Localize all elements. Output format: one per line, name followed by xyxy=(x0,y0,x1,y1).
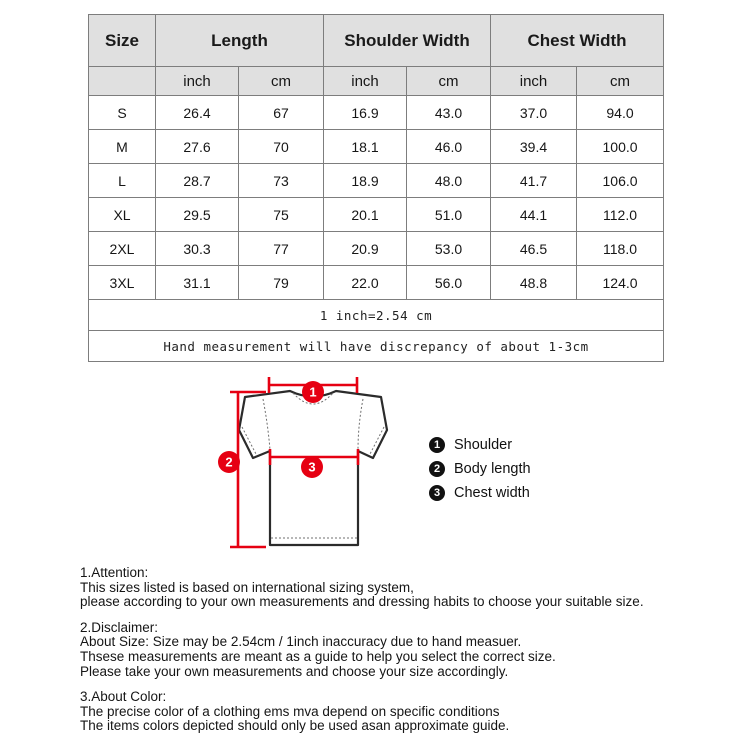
chest-inch: 39.4 xyxy=(491,130,577,164)
table-header-row xyxy=(89,15,664,67)
about-color-line: The precise color of a clothing ems mva depend on specific conditions xyxy=(80,703,500,719)
shoulder-inch: 18.9 xyxy=(324,164,407,198)
legend-label: Body length xyxy=(454,461,531,477)
units-empty-cell xyxy=(89,67,156,96)
size-label: S xyxy=(89,96,156,130)
length-cm: 73 xyxy=(239,164,324,198)
shoulder-cm: 46.0 xyxy=(407,130,491,164)
table-note-discrepancy-row xyxy=(89,331,664,362)
size-table xyxy=(88,14,664,362)
size-label: XL xyxy=(89,198,156,232)
disclaimer-line: Thsese measurements are meant as a guide to help you select the correct size. xyxy=(80,648,556,664)
legend-badge-2-icon: 2 xyxy=(429,461,445,477)
table-row-3xl xyxy=(89,266,664,300)
unit-inch: inch xyxy=(156,67,239,96)
unit-inch: inch xyxy=(324,67,407,96)
table-row-xl xyxy=(89,198,664,232)
legend-badge-1-icon: 1 xyxy=(429,437,445,453)
shoulder-cm: 53.0 xyxy=(407,232,491,266)
chest-inch: 41.7 xyxy=(491,164,577,198)
length-cm: 70 xyxy=(239,130,324,164)
shoulder-cm: 43.0 xyxy=(407,96,491,130)
legend-badge-3-icon: 3 xyxy=(429,485,445,501)
note-hand-measurement: Hand measurement will have discrepancy of about 1-3cm xyxy=(89,331,664,362)
measure-badge-1 xyxy=(302,381,324,403)
disclaimer-title: 2.Disclaimer: xyxy=(80,619,159,635)
header-size: Size xyxy=(89,15,156,67)
measurement-legend xyxy=(429,433,531,505)
table-row-2xl xyxy=(89,232,664,266)
legend-item-body-length xyxy=(429,457,531,481)
length-inch: 29.5 xyxy=(156,198,239,232)
legend-item-shoulder xyxy=(429,433,531,457)
about-color-line: The items colors depicted should only be used asan approximate guide. xyxy=(80,718,510,734)
table-row-l xyxy=(89,164,664,198)
chest-cm: 112.0 xyxy=(577,198,664,232)
shoulder-inch: 20.9 xyxy=(324,232,407,266)
size-label: 3XL xyxy=(89,266,156,300)
chest-cm: 106.0 xyxy=(577,164,664,198)
shoulder-cm: 51.0 xyxy=(407,198,491,232)
unit-cm: cm xyxy=(577,67,664,96)
svg-text:1: 1 xyxy=(309,384,317,400)
shoulder-inch: 18.1 xyxy=(324,130,407,164)
legend-label: Chest width xyxy=(454,485,530,501)
svg-text:3: 3 xyxy=(308,459,316,475)
header-length: Length xyxy=(156,15,324,67)
table-row-m xyxy=(89,130,664,164)
length-inch: 26.4 xyxy=(156,96,239,130)
table-units-row xyxy=(89,67,664,96)
length-inch: 30.3 xyxy=(156,232,239,266)
shoulder-inch: 16.9 xyxy=(324,96,407,130)
attention-line: This sizes listed is based on international sizing system, xyxy=(80,579,414,595)
header-chest-width: Chest Width xyxy=(491,15,664,67)
shoulder-inch: 22.0 xyxy=(324,266,407,300)
unit-cm: cm xyxy=(407,67,491,96)
attention-section xyxy=(80,566,700,610)
shoulder-inch: 20.1 xyxy=(324,198,407,232)
chest-inch: 44.1 xyxy=(491,198,577,232)
about-color-title: 3.About Color: xyxy=(80,689,167,705)
disclaimer-section xyxy=(80,621,700,679)
legend-label: Shoulder xyxy=(454,437,513,453)
length-cm: 67 xyxy=(239,96,324,130)
unit-inch: inch xyxy=(491,67,577,96)
disclaimer-line: Please take your own measurements and choose your size accordingly. xyxy=(80,663,509,679)
size-label: M xyxy=(89,130,156,164)
measure-badge-2 xyxy=(218,451,240,473)
chest-cm: 100.0 xyxy=(577,130,664,164)
chest-inch: 37.0 xyxy=(491,96,577,130)
legend-item-chest-width xyxy=(429,481,531,505)
length-inch: 31.1 xyxy=(156,266,239,300)
attention-title: 1.Attention: xyxy=(80,565,149,580)
length-cm: 75 xyxy=(239,198,324,232)
shoulder-cm: 56.0 xyxy=(407,266,491,300)
disclaimer-line: About Size: Size may be 2.54cm / 1inch inaccuracy due to hand measuer. xyxy=(80,634,522,650)
table-note-conversion-row xyxy=(89,300,664,331)
chest-inch: 46.5 xyxy=(491,232,577,266)
length-inch: 27.6 xyxy=(156,130,239,164)
shoulder-cm: 48.0 xyxy=(407,164,491,198)
svg-text:2: 2 xyxy=(225,454,233,470)
size-label: 2XL xyxy=(89,232,156,266)
length-inch: 28.7 xyxy=(156,164,239,198)
length-cm: 79 xyxy=(239,266,324,300)
table-row-s xyxy=(89,96,664,130)
chest-cm: 94.0 xyxy=(577,96,664,130)
chest-cm: 118.0 xyxy=(577,232,664,266)
about-color-section xyxy=(80,690,700,734)
chest-cm: 124.0 xyxy=(577,266,664,300)
size-label: L xyxy=(89,164,156,198)
measure-badge-3 xyxy=(301,456,323,478)
unit-cm: cm xyxy=(239,67,324,96)
chest-inch: 48.8 xyxy=(491,266,577,300)
note-inch-conversion: 1 inch=2.54 cm xyxy=(89,300,664,331)
tshirt-measurement-diagram xyxy=(150,365,470,565)
length-cm: 77 xyxy=(239,232,324,266)
attention-line: please according to your own measurements and dressing habits to choose your suitable size. xyxy=(80,594,644,610)
header-shoulder-width: Shoulder Width xyxy=(324,15,491,67)
notes-text-block xyxy=(80,566,700,745)
